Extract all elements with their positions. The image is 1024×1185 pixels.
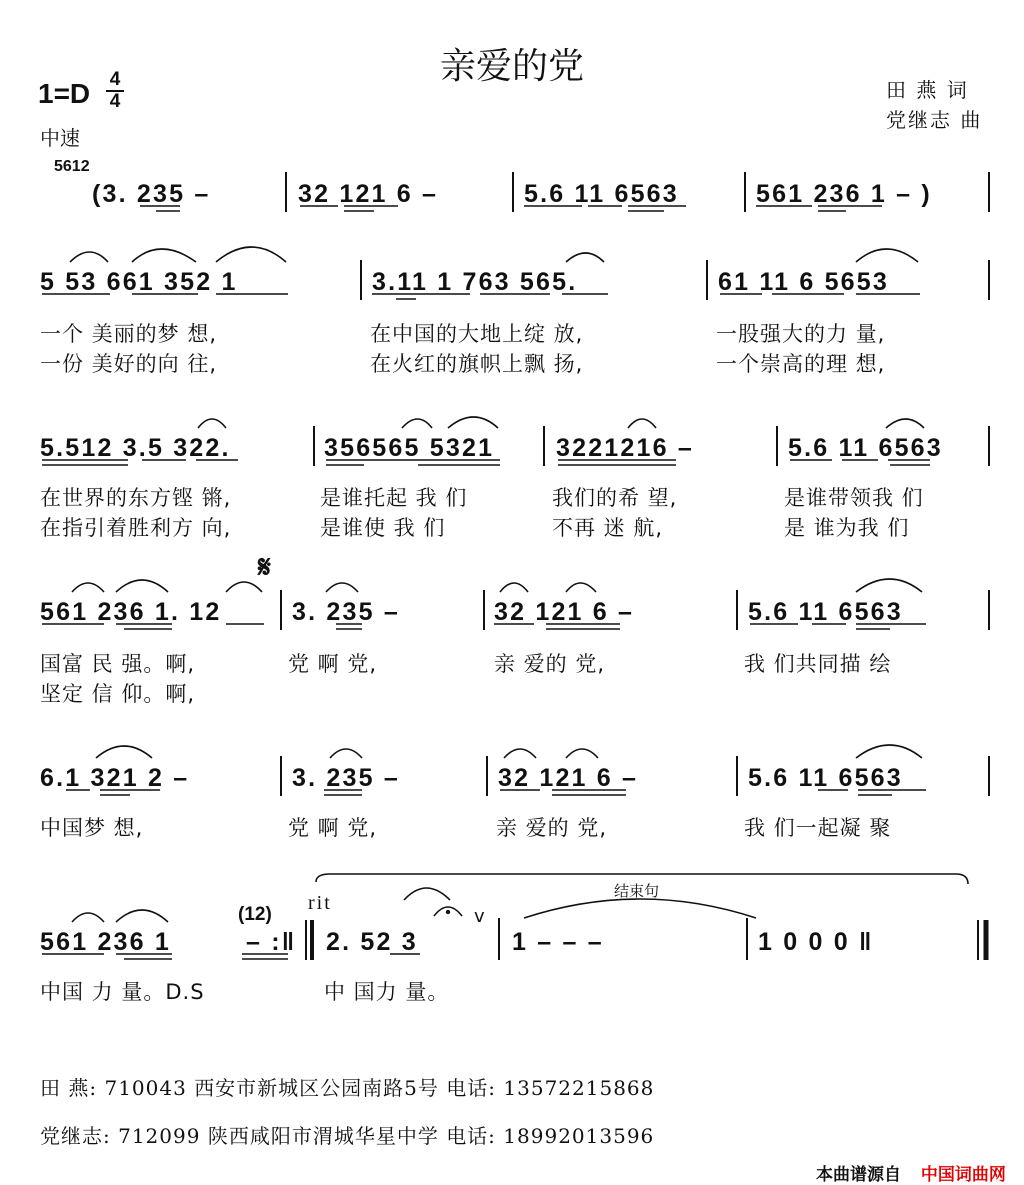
row4-bar-1: 6.1 321 2 – [40, 764, 190, 792]
intro-bar-1: (3. 235 – [92, 180, 211, 208]
row4-lyric1-a: 中国梦 想, [40, 816, 144, 840]
row5-bar-4: 1 0 0 0 ‖ [758, 928, 874, 956]
watermark-source: 本曲谱源自 [816, 1165, 901, 1185]
slur [500, 583, 528, 592]
slur [886, 419, 924, 428]
row5-bar-3: 1 – – – [512, 928, 604, 956]
row3-lyric1-c: 亲 爱的 党, [494, 652, 606, 676]
optional-notes: (12) [238, 904, 272, 925]
row5-bar-2: 2. 52 3 [326, 928, 418, 956]
lyricist-credit: 田 燕 词 [886, 78, 969, 102]
contact-address: 西安市新城区公园南路5号 [194, 1076, 439, 1100]
row5-bar-1: 561 236 1 [40, 928, 172, 956]
row3-bar-4: 5.6 11 6563 [748, 598, 903, 626]
breath-mark: v [474, 906, 485, 927]
slur [116, 580, 168, 592]
slur [566, 749, 598, 758]
intro-bar-3: 5.6 11 6563 [524, 180, 679, 208]
ending-bracket [316, 874, 968, 884]
ritardando-marking: rit [308, 892, 332, 914]
slur [566, 253, 604, 262]
fermata-dot [446, 910, 450, 914]
row2-lyric2-d: 是 谁为我 们 [784, 516, 910, 540]
slur [72, 913, 104, 922]
row3-lyric1-a: 国富 民 强。啊, [40, 652, 196, 676]
slur [326, 583, 358, 592]
slur [856, 249, 918, 262]
row5-lyric1-b: 中 国力 量。 [324, 980, 450, 1004]
contact-row-lyricist [40, 1072, 654, 1101]
row1-bar-3: 61 11 6 5653 [718, 268, 889, 296]
slur [132, 249, 196, 262]
row2-bar-1: 5.512 3.5 322. [40, 434, 231, 462]
watermark-site: 中国词曲网 [920, 1165, 1006, 1185]
row3-lyric1-d: 我 们共同描 绘 [744, 652, 892, 676]
contact-name: 田 燕: [40, 1076, 98, 1100]
row2-lyric1-c: 我们的希 望, [552, 486, 678, 510]
row2-lyric1-a: 在世界的东方铿 锵, [40, 486, 232, 510]
row1-lyric1-b: 在中国的大地上绽 放, [370, 322, 584, 346]
row3-bar-3: 32 121 6 – [494, 598, 635, 626]
slur [72, 583, 104, 592]
row1-lyric2-a: 一份 美好的向 往, [40, 352, 218, 376]
segno-sign: 𝄋 [258, 550, 271, 585]
slur [216, 247, 286, 262]
slur [402, 419, 432, 428]
row1-lyric1-c: 一股强大的力 量, [716, 322, 886, 346]
row4-lyric1-c: 亲 爱的 党, [496, 816, 608, 840]
key-signature: 1=D [38, 78, 91, 109]
contact-phone-label: 电话: [446, 1076, 497, 1100]
row5-repeat: – :‖ [246, 928, 297, 956]
slur [70, 252, 108, 262]
slur [856, 579, 922, 592]
watermark [816, 1160, 1006, 1185]
row3-bar-1: 561 236 1. 12 [40, 598, 222, 626]
row4-lyric1-b: 党 啊 党, [288, 816, 378, 840]
composer-credit: 党继志 曲 [886, 108, 983, 132]
slur [524, 899, 756, 918]
row3-lyric2-a: 坚定 信 仰。啊, [40, 682, 196, 706]
slur [226, 582, 262, 592]
contact-phone: 18992013596 [503, 1124, 655, 1148]
row1-lyric1-a: 一个 美丽的梦 想, [40, 322, 218, 346]
row1-bar-1: 5 53 661 352 1 [40, 268, 238, 296]
meter-top: 4 [109, 69, 121, 90]
song-title: 亲爱的党 [439, 46, 584, 87]
row1-lyric2-c: 一个崇高的理 想, [716, 352, 886, 376]
contact-address: 陕西咸阳市渭城华星中学 [207, 1124, 439, 1148]
slur [448, 417, 498, 428]
contact-phone: 13572215868 [503, 1076, 655, 1100]
row2-lyric2-b: 是谁使 我 们 [320, 516, 446, 540]
row4-bar-4: 5.6 11 6563 [748, 764, 903, 792]
row3-lyric1-b: 党 啊 党, [288, 652, 378, 676]
slur [566, 583, 596, 592]
slur [628, 419, 656, 428]
row2-bar-2: 356565 5321 [324, 434, 495, 462]
row2-bar-3: 3221216 – [556, 434, 694, 462]
slur [116, 910, 168, 922]
intro-bar-4: 561 236 1 – ) [756, 180, 932, 208]
row5-lyric1-a: 中国 力 量。D.S [40, 980, 205, 1004]
slur [330, 749, 362, 758]
slur [198, 419, 226, 428]
row2-bar-4: 5.6 11 6563 [788, 434, 943, 462]
meter-bottom: 4 [106, 90, 124, 112]
contact-row-composer [40, 1120, 654, 1149]
row4-lyric1-d: 我 们一起凝 聚 [744, 816, 892, 840]
row1-lyric2-b: 在火红的旗帜上飘 扬, [370, 352, 584, 376]
row2-lyric2-c: 不再 迷 航, [552, 516, 664, 540]
row2-lyric2-a: 在指引着胜利方 向, [40, 516, 232, 540]
ending-label: 结束句 [614, 882, 660, 900]
intro-bar-2: 32 121 6 – [298, 180, 439, 208]
row2-lyric1-d: 是谁带领我 们 [784, 486, 924, 510]
contact-postcode: 710043 [104, 1076, 187, 1100]
slur [404, 888, 450, 900]
row3-bar-2: 3. 235 – [292, 598, 400, 626]
slur [504, 749, 536, 758]
slur [856, 745, 922, 758]
contact-name: 党继志: [40, 1124, 111, 1148]
grace-notes: 5612 [54, 158, 90, 175]
row2-lyric1-b: 是谁托起 我 们 [320, 486, 468, 510]
slur [96, 746, 152, 758]
contact-postcode: 712099 [118, 1124, 201, 1148]
tempo-marking: 中速 [40, 126, 80, 150]
contact-phone-label: 电话: [446, 1124, 496, 1148]
row1-bar-2: 3.11 1 763 565. [372, 268, 578, 296]
row4-bar-2: 3. 235 – [292, 764, 400, 792]
row4-bar-3: 32 121 6 – [498, 764, 639, 792]
